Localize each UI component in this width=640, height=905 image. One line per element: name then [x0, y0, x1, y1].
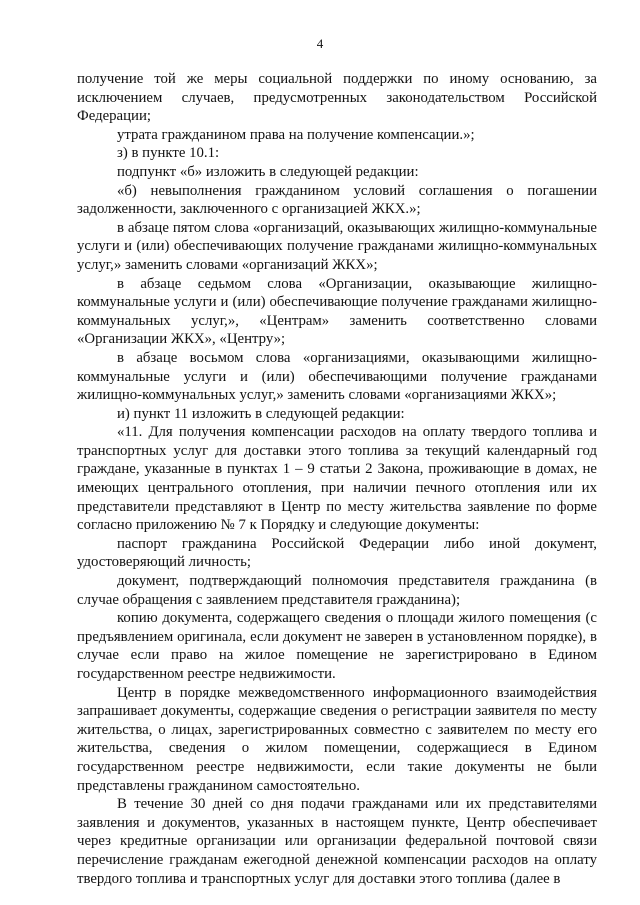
- paragraph: В течение 30 дней со дня подачи гражданами или их представителями заявления и документов, указанных в настоящем пункте, Центр обеспечивает через кредитные организации или организации федеральной почтовой связи перечисление гражданам ежегодной денежной компенсации расходов на оплату твердого топлива и транспортных услуг для доставки этого топлива (далее в: [77, 796, 597, 887]
- paragraph: «11. Для получения компенсации расходов на оплату твердого топлива и транспортных услуг для доставки этого топлива за текущий календарный год граждане, указанные в пунктах 1 – 9 статьи 2 Закона, проживающие в домах, не имеющих центрального отопления, при наличии печного отопления или их представители представляют в Центр по месту жительства заявление по форме согласно приложению № 7 к Порядку и следующие документы:: [77, 424, 597, 534]
- paragraph: паспорт гражданина Российской Федерации либо иной документ, удостоверяющий личность;: [77, 535, 597, 571]
- paragraph: в абзаце седьмом слова «Организации, оказывающие жилищно-коммунальные услуги и (или) обеспечивающие получение гражданами жилищно-коммунальных услуг,», «Центрам» заменить соответственно словами «Организации ЖКХ», «Центру»;: [77, 275, 597, 348]
- paragraph: подпункт «б» изложить в следующей редакции:: [117, 163, 419, 180]
- paragraph: «б) невыполнения гражданином условий соглашения о погашении задолженности, заключенного с организацией ЖКХ.»;: [77, 182, 597, 218]
- document-body: [77, 70, 597, 888]
- paragraph: в абзаце пятом слова «организаций, оказывающих жилищно-коммунальные услуги и (или) обеспечивающих получение гражданами жилищно-коммунальных услуг,» заменить словами «организаций ЖКХ»;: [77, 219, 597, 273]
- paragraph: Центр в порядке межведомственного информационного взаимодействия запрашивает документы, содержащие сведения о регистрации заявителя по месту жительства, о лицах, зарегистрированных совместно с заявителем по месту его жительства, сведения о жилом помещении, содержащиеся в Едином государственном реестре недвижимости, если такие документы не были представлены гражданином самостоятельно.: [77, 684, 597, 794]
- paragraph: и) пункт 11 изложить в следующей редакции:: [117, 405, 405, 422]
- paragraph: утрата гражданином права на получение компенсации.»;: [117, 126, 475, 143]
- paragraph: в абзаце восьмом слова «организациями, оказывающими жилищно-коммунальные услуги и (или) обеспечивающими получение гражданами жилищно-коммунальных услуг,» заменить словами «организациями ЖКХ»;: [77, 349, 597, 404]
- paragraph: копию документа, содержащего сведения о площади жилого помещения (с предъявлением оригинала, если документ не заверен в установленном порядке), в случае если право на жилое помещение не зарегистрировано в Едином государственном реестре недвижимости.: [77, 610, 597, 682]
- paragraph: получение той же меры социальной поддержки по иному основанию, за исключением случаев, предусмотренных законодательством Российской Федерации;: [77, 71, 597, 125]
- paragraph: з) в пункте 10.1:: [117, 145, 220, 162]
- paragraph: документ, подтверждающий полномочия представителя гражданина (в случае обращения с заявлением представителя гражданина);: [77, 573, 597, 608]
- page-number: 4: [316, 36, 324, 51]
